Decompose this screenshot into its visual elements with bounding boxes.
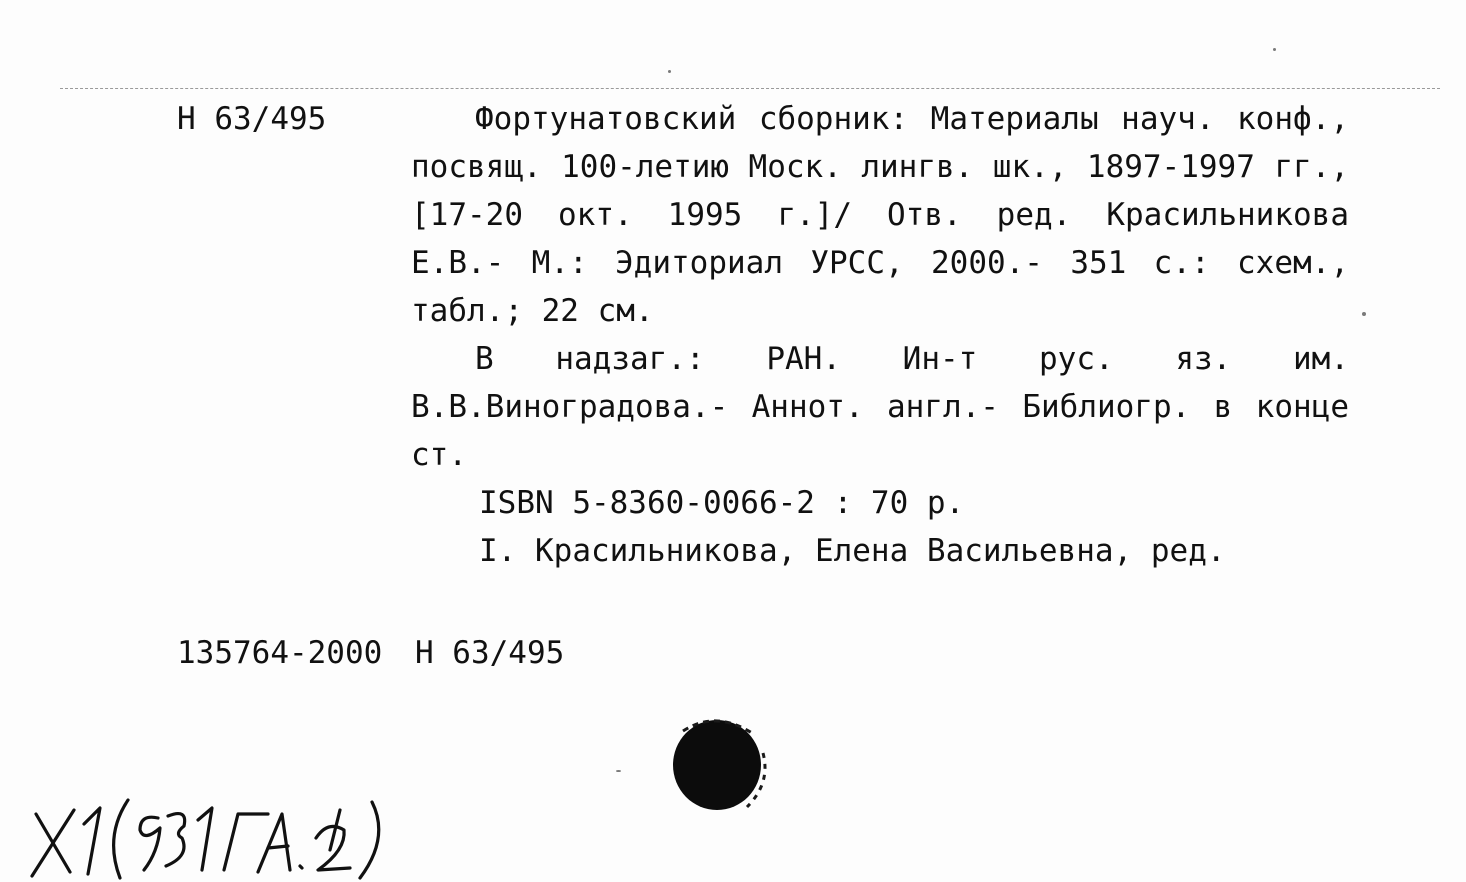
footer-row	[177, 629, 564, 677]
note-paragraph: В надзаг.: РАН. Ин-т рус. яз. им. В.В.Виноградова.- Аннот. англ.- Библиогр. в конце ст.	[411, 341, 1349, 473]
tracing-line: I. Красильникова, Елена Васильевна, ред.	[479, 533, 1226, 569]
accession-number: 135764-2000	[177, 635, 383, 671]
isbn-line: ISBN 5-8360-0066-2 : 70 р.	[479, 485, 965, 521]
handwritten-code-icon	[28, 790, 388, 882]
title-paragraph: Фортунатовский сборник: Материалы науч. конф., посвящ. 100-летию Моск. лингв. шк., 1897-1997 гг., [17-20 окт. 1995 г.]/ Отв. ред. Красильникова Е.В.- М.: Эдиториал УРСС, 2000.- 351 с.: схем., табл.; 22 см.	[411, 101, 1349, 329]
scan-speck	[1273, 48, 1276, 51]
scan-speck	[1362, 312, 1366, 316]
bibliographic-entry	[411, 95, 1349, 575]
top-dashed-rule	[60, 88, 1440, 89]
scan-speck	[668, 70, 671, 73]
scan-speck	[616, 770, 621, 772]
punch-hole-icon	[667, 713, 777, 817]
shelfmark-footer: Н 63/495	[414, 635, 565, 671]
shelfmark-top: Н 63/495	[177, 101, 327, 137]
